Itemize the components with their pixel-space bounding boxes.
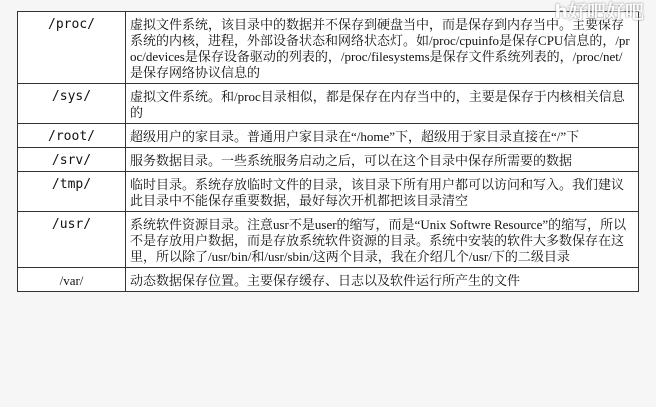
description-cell: 临时目录。系统存放临时文件的目录，该目录下所有用户都可以访问和写入。我们建议此目录中不能保存重要数据，最好每次开机都把该目录清空	[126, 172, 639, 212]
description-cell: 虚拟文件系统。和/proc目录相似，都是保存在内存当中的，主要是保存于内核相关信息的	[126, 84, 639, 124]
path-cell: /proc/	[18, 12, 126, 84]
table-row	[18, 84, 639, 124]
description-cell: 动态数据保存位置。主要保存缓存、日志以及软件运行所产生的文件	[126, 268, 639, 292]
table-row	[18, 212, 639, 268]
path-cell: /srv/	[18, 148, 126, 172]
description-cell: 虚拟文件系统，该目录中的数据并不保存到硬盘当中，而是保存到内存当中。主要保存系统的内核，进程，外部设备状态和网络状态灯。如/proc/cpuinfo是保存CPU信息的，/proc/devices是保存设备驱动的列表的，/proc/filesystems是保存文件系统列表的，/proc/net/是保存网络协议信息的	[126, 12, 639, 84]
table-row	[18, 124, 639, 148]
path-cell: /usr/	[18, 212, 126, 268]
table-row	[18, 172, 639, 212]
path-cell: /sys/	[18, 84, 126, 124]
path-cell: /var/	[18, 268, 126, 292]
table-row	[18, 12, 639, 84]
watermark: h好吧好吧	[554, 1, 644, 23]
description-cell: 服务数据目录。一些系统服务启动之后，可以在这个目录中保存所需要的数据	[126, 148, 639, 172]
description-cell: 超级用户的家目录。普通用户家目录在“/home”下，超级用于家目录直接在“/”下	[126, 124, 639, 148]
path-cell: /root/	[18, 124, 126, 148]
table-row	[18, 268, 639, 292]
directory-table	[17, 11, 639, 292]
path-cell: /tmp/	[18, 172, 126, 212]
description-cell: 系统软件资源目录。注意usr不是user的缩写，而是“Unix Softwre Resource”的缩写，所以不是存放用户数据，而是存放系统软件资源的目录。系统中安装的软件大多数保存在这里，所以除了/usr/bin/和/usr/sbin/这两个目录，我在介绍几个/usr/下的二级目录	[126, 212, 639, 268]
table-row	[18, 148, 639, 172]
